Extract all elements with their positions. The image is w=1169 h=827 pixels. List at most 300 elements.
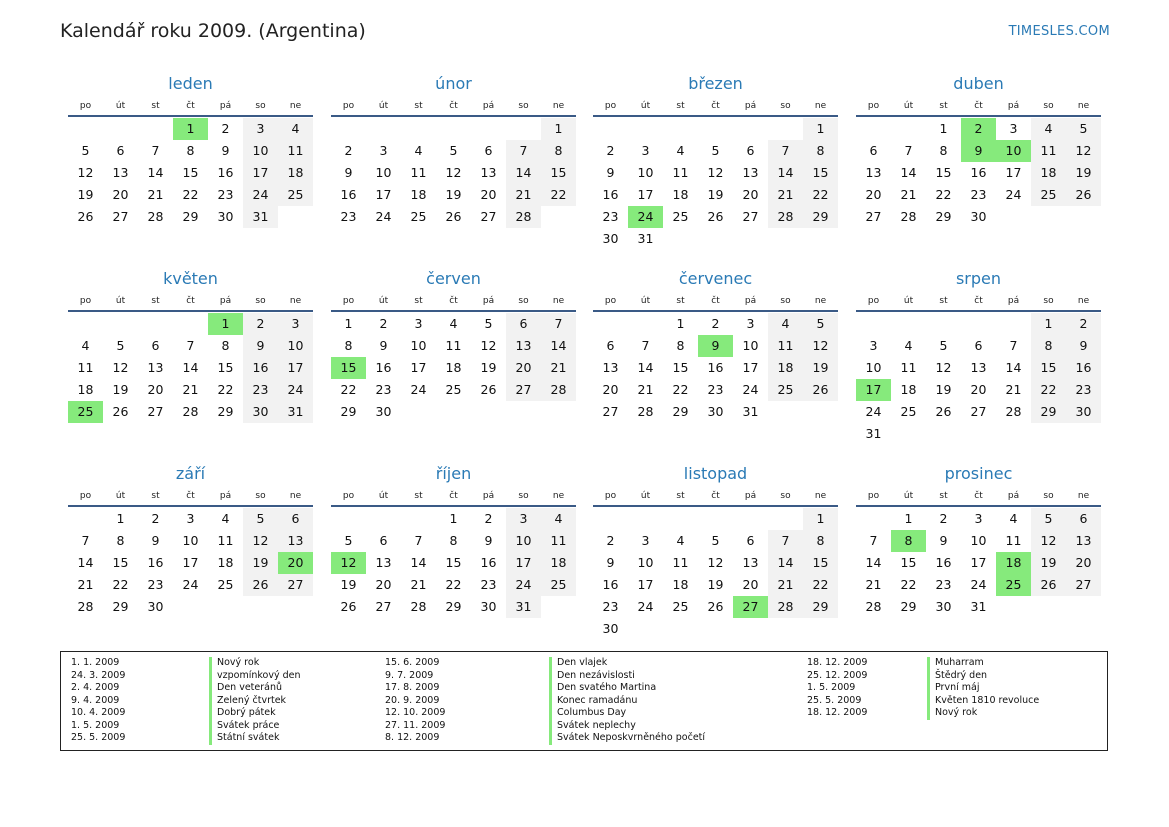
day-cell: 10 [278, 335, 313, 357]
day-cell: 13 [865, 165, 882, 180]
day-cell: 9 [221, 143, 230, 158]
day-cell: 12 [707, 555, 724, 570]
day-cell: 11 [672, 165, 689, 180]
day-cell: 24 [410, 382, 427, 397]
day-cell: 11 [278, 140, 313, 162]
day-cell: 5 [939, 338, 948, 353]
weekday-label: pá [744, 491, 757, 501]
weekday-label: so [780, 101, 791, 111]
day-cell: 5 [344, 533, 353, 548]
holiday-day-cell: 20 [278, 552, 313, 574]
day-cell: 13 [742, 555, 759, 570]
day-cell: 23 [602, 599, 619, 614]
legend-holiday-name: Dobrý pátek [209, 707, 301, 720]
day-cell: 26 [707, 209, 724, 224]
day-cell: 23 [935, 577, 952, 592]
day-cell: 7 [506, 140, 541, 162]
day-cell: 6 [746, 143, 755, 158]
day-cell: 8 [541, 140, 576, 162]
legend-holiday-name: Muharram [927, 657, 1039, 670]
day-cell: 14 [768, 552, 803, 574]
day-cell: 12 [1066, 140, 1101, 162]
day-cell: 7 [151, 143, 160, 158]
holiday-day-cell: 17 [856, 379, 891, 401]
day-cell: 7 [1009, 338, 1018, 353]
header-divider [331, 505, 576, 507]
day-cell: 2 [151, 511, 160, 526]
legend-date: 20. 9. 2009 [385, 694, 440, 706]
weekday-header [593, 293, 838, 309]
day-cell: 20 [742, 187, 759, 202]
day-cell: 30 [602, 621, 619, 636]
holiday-day-cell: 18 [996, 552, 1031, 574]
day-cell: 23 [375, 382, 392, 397]
day-cell: 29 [1031, 401, 1066, 423]
day-cell: 1 [904, 511, 913, 526]
days-grid [593, 508, 838, 640]
day-cell: 27 [970, 404, 987, 419]
day-cell: 19 [445, 187, 462, 202]
day-cell: 11 [900, 360, 917, 375]
day-cell: 19 [112, 382, 129, 397]
day-cell: 7 [768, 140, 803, 162]
day-cell: 30 [217, 209, 234, 224]
weekday-label: pá [219, 296, 232, 306]
day-cell: 21 [768, 574, 803, 596]
header-divider [68, 115, 313, 117]
day-cell: 6 [278, 508, 313, 530]
day-cell: 8 [186, 143, 195, 158]
day-cell: 7 [869, 533, 878, 548]
day-cell: 16 [707, 360, 724, 375]
day-cell: 10 [506, 530, 541, 552]
legend-holiday-name: Den svatého Martina [549, 682, 705, 695]
weekday-label: st [151, 491, 160, 501]
day-cell: 4 [1031, 118, 1066, 140]
day-cell: 14 [768, 162, 803, 184]
day-cell: 4 [768, 313, 803, 335]
month-srpen [856, 268, 1101, 445]
day-cell: 12 [243, 530, 278, 552]
weekday-label: pá [219, 491, 232, 501]
day-cell: 4 [278, 118, 313, 140]
weekday-label: út [903, 296, 914, 306]
day-cell: 21 [541, 357, 576, 379]
weekday-label: po [79, 296, 92, 306]
day-cell: 23 [970, 187, 987, 202]
weekday-label: čt [711, 491, 720, 501]
day-cell: 27 [1066, 574, 1101, 596]
day-cell: 10 [375, 165, 392, 180]
day-cell: 17 [970, 555, 987, 570]
day-cell: 15 [803, 552, 838, 574]
weekday-header [593, 98, 838, 114]
day-cell: 15 [935, 165, 952, 180]
weekday-label: po [604, 101, 617, 111]
day-cell: 8 [939, 143, 948, 158]
month-name: duben [953, 74, 1004, 93]
weekday-label: so [255, 491, 266, 501]
day-cell: 29 [112, 599, 129, 614]
month-červenec [593, 268, 838, 445]
day-cell: 15 [672, 360, 689, 375]
day-cell: 28 [182, 404, 199, 419]
day-cell: 8 [676, 338, 685, 353]
day-cell: 11 [1005, 533, 1022, 548]
day-cell: 17 [243, 162, 278, 184]
legend-date: 25. 5. 2009 [807, 694, 862, 706]
day-cell: 25 [217, 577, 234, 592]
legend-holiday-name: vzpomínkový den [209, 670, 301, 683]
legend-holiday-name: Státní svátek [209, 732, 301, 745]
legend-date: 18. 12. 2009 [807, 657, 868, 668]
day-cell: 27 [865, 209, 882, 224]
day-cell: 3 [186, 511, 195, 526]
day-cell: 28 [541, 379, 576, 401]
weekday-label: st [151, 296, 160, 306]
weekday-label: so [255, 101, 266, 111]
header-divider [68, 505, 313, 507]
day-cell: 3 [974, 511, 983, 526]
day-cell: 17 [1005, 165, 1022, 180]
day-cell: 17 [410, 360, 427, 375]
day-cell: 24 [278, 379, 313, 401]
day-cell: 29 [803, 596, 838, 618]
day-cell: 21 [768, 184, 803, 206]
weekday-label: ne [1077, 296, 1090, 306]
day-cell: 11 [768, 335, 803, 357]
day-cell: 5 [803, 313, 838, 335]
day-cell: 6 [974, 338, 983, 353]
legend-holiday-name: Květen 1810 revoluce [927, 695, 1039, 708]
day-cell: 28 [865, 599, 882, 614]
weekday-label: ne [1077, 101, 1090, 111]
day-cell: 10 [865, 360, 882, 375]
weekday-label: st [151, 101, 160, 111]
day-cell: 30 [1066, 401, 1101, 423]
day-cell: 23 [243, 379, 278, 401]
day-cell: 1 [803, 508, 838, 530]
day-cell: 30 [147, 599, 164, 614]
month-duben [856, 73, 1101, 250]
day-cell: 16 [970, 165, 987, 180]
day-cell: 18 [445, 360, 462, 375]
legend-holiday-name: Den veteránů [209, 682, 301, 695]
day-cell: 10 [637, 165, 654, 180]
day-cell: 9 [606, 165, 615, 180]
weekday-label: út [640, 491, 651, 501]
legend-dates-column [807, 657, 867, 720]
day-cell: 28 [768, 206, 803, 228]
day-cell: 14 [637, 360, 654, 375]
day-cell: 20 [970, 382, 987, 397]
day-cell: 18 [1031, 162, 1066, 184]
day-cell: 4 [414, 143, 423, 158]
day-cell: 25 [672, 209, 689, 224]
day-cell: 1 [1031, 313, 1066, 335]
day-cell: 3 [641, 143, 650, 158]
day-cell: 14 [410, 555, 427, 570]
day-cell: 31 [742, 404, 759, 419]
day-cell: 6 [1066, 508, 1101, 530]
legend-holiday-name: Zelený čtvrtek [209, 695, 301, 708]
legend-holiday-name: Columbus Day [549, 707, 705, 720]
legend-date: 8. 12. 2009 [385, 732, 440, 743]
day-cell: 1 [939, 121, 948, 136]
day-cell: 31 [278, 401, 313, 423]
day-cell: 21 [506, 184, 541, 206]
holiday-day-cell: 10 [996, 140, 1031, 162]
day-cell: 3 [243, 118, 278, 140]
weekday-label: út [903, 101, 914, 111]
day-cell: 16 [243, 357, 278, 379]
holiday-day-cell: 25 [996, 574, 1031, 596]
day-cell: 22 [935, 187, 952, 202]
legend-date: 24. 3. 2009 [71, 669, 126, 681]
days-grid [331, 313, 576, 445]
day-cell: 2 [939, 511, 948, 526]
day-cell: 9 [379, 338, 388, 353]
day-cell: 12 [935, 360, 952, 375]
header-divider [593, 115, 838, 117]
day-cell: 15 [541, 162, 576, 184]
day-cell: 29 [340, 404, 357, 419]
day-cell: 11 [445, 338, 462, 353]
weekday-label: pá [744, 101, 757, 111]
days-grid [593, 313, 838, 445]
days-grid [68, 313, 313, 445]
day-cell: 4 [904, 338, 913, 353]
day-cell: 5 [711, 533, 720, 548]
weekday-label: ne [814, 101, 827, 111]
day-cell: 2 [221, 121, 230, 136]
legend-dates-column [71, 657, 125, 745]
day-cell: 10 [410, 338, 427, 353]
day-cell: 23 [602, 209, 619, 224]
day-cell: 27 [147, 404, 164, 419]
legend-date: 9. 4. 2009 [71, 694, 120, 706]
weekday-label: pá [1007, 101, 1020, 111]
weekday-label: út [378, 101, 389, 111]
weekday-label: po [79, 491, 92, 501]
weekday-label: so [255, 296, 266, 306]
month-name: červen [426, 269, 481, 288]
weekday-label: út [640, 101, 651, 111]
days-grid [331, 118, 576, 250]
day-cell: 20 [375, 577, 392, 592]
day-cell: 3 [278, 313, 313, 335]
day-cell: 4 [1009, 511, 1018, 526]
day-cell: 5 [1031, 508, 1066, 530]
day-cell: 29 [217, 404, 234, 419]
weekday-label: st [939, 491, 948, 501]
day-cell: 14 [506, 162, 541, 184]
day-cell: 30 [375, 404, 392, 419]
day-cell: 20 [112, 187, 129, 202]
days-grid [856, 313, 1101, 445]
day-cell: 2 [1066, 313, 1101, 335]
day-cell: 13 [742, 165, 759, 180]
day-cell: 2 [344, 143, 353, 158]
day-cell: 11 [1031, 140, 1066, 162]
weekday-label: so [1043, 101, 1054, 111]
weekday-label: čt [974, 101, 983, 111]
day-cell: 8 [803, 140, 838, 162]
day-cell: 30 [480, 599, 497, 614]
day-cell: 25 [900, 404, 917, 419]
legend-dates-column [385, 657, 445, 745]
day-cell: 12 [707, 165, 724, 180]
day-cell: 13 [375, 555, 392, 570]
month-name: leden [168, 74, 213, 93]
weekday-label: út [115, 296, 126, 306]
day-cell: 26 [1066, 184, 1101, 206]
day-cell: 28 [1005, 404, 1022, 419]
day-cell: 12 [1031, 530, 1066, 552]
day-cell: 8 [221, 338, 230, 353]
month-leden [68, 73, 313, 250]
day-cell: 22 [445, 577, 462, 592]
legend-date: 9. 7. 2009 [385, 669, 434, 681]
day-cell: 27 [112, 209, 129, 224]
day-cell: 23 [707, 382, 724, 397]
day-cell: 30 [602, 231, 619, 246]
weekday-label: st [414, 101, 423, 111]
day-cell: 24 [1005, 187, 1022, 202]
weekday-label: út [903, 491, 914, 501]
day-cell: 6 [506, 313, 541, 335]
day-cell: 25 [445, 382, 462, 397]
weekday-header [68, 488, 313, 504]
day-cell: 10 [970, 533, 987, 548]
day-cell: 9 [243, 335, 278, 357]
month-říjen [331, 463, 576, 640]
day-cell: 19 [803, 357, 838, 379]
holiday-day-cell: 15 [331, 357, 366, 379]
day-cell: 1 [449, 511, 458, 526]
day-cell: 30 [935, 599, 952, 614]
day-cell: 4 [221, 511, 230, 526]
weekday-header [856, 98, 1101, 114]
legend-holiday-name: Den vlajek [549, 657, 705, 670]
day-cell: 3 [506, 508, 541, 530]
day-cell: 12 [480, 338, 497, 353]
day-cell: 9 [939, 533, 948, 548]
header-divider [856, 505, 1101, 507]
day-cell: 22 [803, 574, 838, 596]
legend-date: 1. 5. 2009 [807, 682, 856, 693]
weekday-label: ne [1077, 491, 1090, 501]
header-divider [593, 505, 838, 507]
day-cell: 3 [379, 143, 388, 158]
legend-holiday-name: Den nezávislosti [549, 670, 705, 683]
day-cell: 7 [186, 338, 195, 353]
weekday-label: pá [482, 101, 495, 111]
day-cell: 14 [77, 555, 94, 570]
weekday-label: po [342, 491, 355, 501]
header-divider [856, 115, 1101, 117]
day-cell: 28 [506, 206, 541, 228]
day-cell: 18 [278, 162, 313, 184]
day-cell: 29 [900, 599, 917, 614]
day-cell: 18 [672, 187, 689, 202]
day-cell: 26 [340, 599, 357, 614]
day-cell: 24 [506, 574, 541, 596]
day-cell: 27 [278, 574, 313, 596]
day-cell: 13 [970, 360, 987, 375]
day-cell: 15 [112, 555, 129, 570]
holiday-day-cell: 9 [961, 140, 996, 162]
month-name: červenec [678, 269, 753, 288]
day-cell: 20 [865, 187, 882, 202]
month-listopad [593, 463, 838, 640]
day-cell: 27 [602, 404, 619, 419]
day-cell: 20 [742, 577, 759, 592]
day-cell: 8 [1031, 335, 1066, 357]
day-cell: 28 [77, 599, 94, 614]
month-name: březen [688, 74, 743, 93]
day-cell: 7 [541, 313, 576, 335]
day-cell: 3 [869, 338, 878, 353]
day-cell: 29 [803, 206, 838, 228]
weekday-label: út [378, 491, 389, 501]
day-cell: 16 [935, 555, 952, 570]
weekday-label: po [867, 101, 880, 111]
day-cell: 20 [147, 382, 164, 397]
holiday-day-cell: 9 [698, 335, 733, 357]
holiday-day-cell: 1 [208, 313, 243, 335]
day-cell: 13 [602, 360, 619, 375]
day-cell: 30 [243, 401, 278, 423]
legend-date: 25. 5. 2009 [71, 732, 126, 743]
weekday-label: ne [552, 101, 565, 111]
day-cell: 3 [746, 316, 755, 331]
day-cell: 26 [112, 404, 129, 419]
day-cell: 18 [768, 357, 803, 379]
day-cell: 3 [414, 316, 423, 331]
day-cell: 23 [340, 209, 357, 224]
day-cell: 4 [449, 316, 458, 331]
day-cell: 12 [445, 165, 462, 180]
weekday-label: čt [449, 491, 458, 501]
weekday-label: po [867, 296, 880, 306]
weekday-header [593, 488, 838, 504]
day-cell: 14 [1005, 360, 1022, 375]
day-cell: 4 [676, 533, 685, 548]
day-cell: 9 [606, 555, 615, 570]
brand-link[interactable]: TIMESLES.COM [1008, 24, 1110, 39]
day-cell: 21 [1005, 382, 1022, 397]
day-cell: 22 [340, 382, 357, 397]
day-cell: 19 [1066, 162, 1101, 184]
day-cell: 27 [742, 209, 759, 224]
day-cell: 11 [410, 165, 427, 180]
day-cell: 13 [112, 165, 129, 180]
day-cell: 29 [445, 599, 462, 614]
legend-date: 2. 4. 2009 [71, 682, 120, 693]
weekday-label: so [780, 491, 791, 501]
day-cell: 22 [182, 187, 199, 202]
days-grid [68, 118, 313, 250]
day-cell: 22 [217, 382, 234, 397]
legend-holiday-name: Konec ramadánu [549, 695, 705, 708]
day-cell: 19 [480, 360, 497, 375]
day-cell: 20 [506, 357, 541, 379]
legend-holiday-name: Štědrý den [927, 670, 1039, 683]
weekday-label: pá [482, 296, 495, 306]
day-cell: 18 [410, 187, 427, 202]
weekday-label: út [378, 296, 389, 306]
